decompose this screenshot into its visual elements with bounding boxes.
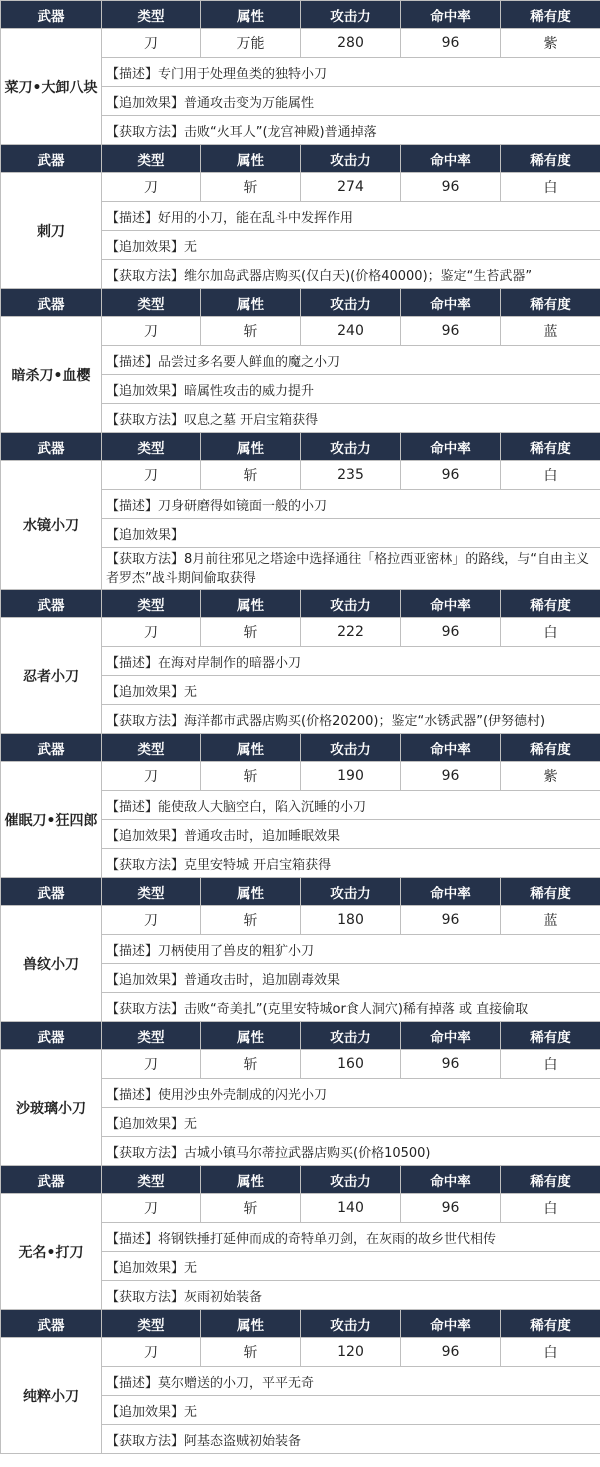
header-attribute: 属性	[201, 1310, 301, 1338]
weapon-effect: 【追加效果】无	[102, 1252, 600, 1281]
weapon-accuracy: 96	[401, 618, 501, 647]
weapon-obtain: 【获取方法】灰雨初始装备	[102, 1281, 600, 1310]
weapon-attack: 235	[301, 461, 401, 490]
weapon-name: 菜刀•大卸八块	[1, 29, 102, 145]
header-rarity: 稀有度	[501, 1166, 600, 1194]
weapon-attribute: 斩	[201, 317, 301, 346]
weapon-desc: 【描述】品尝过多名要人鲜血的魔之小刀	[102, 346, 600, 375]
header-attack: 攻击力	[301, 734, 401, 762]
weapon-name: 刺刀	[1, 173, 102, 289]
header-rarity: 稀有度	[501, 878, 600, 906]
header-accuracy: 命中率	[401, 734, 501, 762]
stat-row	[1, 906, 600, 935]
weapon-effect: 【追加效果】无	[102, 676, 600, 705]
header-accuracy: 命中率	[401, 1166, 501, 1194]
weapon-type: 刀	[102, 1338, 201, 1367]
weapon-accuracy: 96	[401, 906, 501, 935]
weapon-desc: 【描述】好用的小刀，能在乱斗中发挥作用	[102, 202, 600, 231]
header-type: 类型	[102, 1022, 201, 1050]
header-row	[1, 145, 600, 173]
weapon-type: 刀	[102, 461, 201, 490]
header-type: 类型	[102, 590, 201, 618]
weapon-name: 水镜小刀	[1, 461, 102, 590]
header-attack: 攻击力	[301, 1310, 401, 1338]
header-accuracy: 命中率	[401, 145, 501, 173]
header-attribute: 属性	[201, 289, 301, 317]
weapon-rarity: 白	[501, 1050, 600, 1079]
weapon-obtain: 【获取方法】击败“奇美扎”(克里安特城or食人洞穴)稀有掉落 或 直接偷取	[102, 993, 600, 1022]
weapon-attribute: 斩	[201, 618, 301, 647]
weapon-effect: 【追加效果】普通攻击时，追加睡眠效果	[102, 820, 600, 849]
weapon-rarity: 白	[501, 1338, 600, 1367]
weapon-accuracy: 96	[401, 317, 501, 346]
header-type: 类型	[102, 289, 201, 317]
weapon-attack: 140	[301, 1194, 401, 1223]
weapon-attack: 180	[301, 906, 401, 935]
weapon-desc: 【描述】莫尔赠送的小刀，平平无奇	[102, 1367, 600, 1396]
header-weapon: 武器	[1, 1, 102, 29]
header-row	[1, 1166, 600, 1194]
header-type: 类型	[102, 145, 201, 173]
header-type: 类型	[102, 734, 201, 762]
weapon-desc: 【描述】能使敌人大脑空白，陷入沉睡的小刀	[102, 791, 600, 820]
weapon-effect: 【追加效果】	[102, 519, 600, 548]
weapon-accuracy: 96	[401, 173, 501, 202]
header-row	[1, 1310, 600, 1338]
header-accuracy: 命中率	[401, 1, 501, 29]
header-rarity: 稀有度	[501, 433, 600, 461]
weapon-name: 暗杀刀•血樱	[1, 317, 102, 433]
weapon-obtain: 【获取方法】克里安特城 开启宝箱获得	[102, 849, 600, 878]
weapon-type: 刀	[102, 618, 201, 647]
weapon-obtain: 【获取方法】古城小镇马尔蒂拉武器店购买(价格10500)	[102, 1137, 600, 1166]
header-attack: 攻击力	[301, 590, 401, 618]
weapon-name: 无名•打刀	[1, 1194, 102, 1310]
header-weapon: 武器	[1, 1022, 102, 1050]
stat-row	[1, 1050, 600, 1079]
weapon-attack: 280	[301, 29, 401, 58]
stat-row	[1, 29, 600, 58]
weapon-accuracy: 96	[401, 1338, 501, 1367]
weapon-rarity: 紫	[501, 762, 600, 791]
weapon-desc: 【描述】刀身研磨得如镜面一般的小刀	[102, 490, 600, 519]
header-row	[1, 289, 600, 317]
weapon-rarity: 白	[501, 618, 600, 647]
weapon-attack: 240	[301, 317, 401, 346]
weapon-attack: 274	[301, 173, 401, 202]
weapon-rarity: 蓝	[501, 317, 600, 346]
stat-row	[1, 1194, 600, 1223]
stat-row	[1, 618, 600, 647]
weapon-effect: 【追加效果】普通攻击时，追加剧毒效果	[102, 964, 600, 993]
header-attribute: 属性	[201, 878, 301, 906]
weapon-effect: 【追加效果】暗属性攻击的威力提升	[102, 375, 600, 404]
header-row	[1, 1022, 600, 1050]
header-attack: 攻击力	[301, 289, 401, 317]
weapon-obtain: 【获取方法】击败“火耳人”(龙宫神殿)普通掉落	[102, 116, 600, 145]
weapon-type: 刀	[102, 1050, 201, 1079]
header-weapon: 武器	[1, 1310, 102, 1338]
weapon-attack: 190	[301, 762, 401, 791]
weapon-desc: 【描述】将钢铁捶打延伸而成的奇特单刃剑，在灰雨的故乡世代相传	[102, 1223, 600, 1252]
weapon-accuracy: 96	[401, 762, 501, 791]
stat-row	[1, 173, 600, 202]
header-attribute: 属性	[201, 433, 301, 461]
weapon-type: 刀	[102, 906, 201, 935]
stat-row	[1, 762, 600, 791]
header-row	[1, 1, 600, 29]
weapon-effect: 【追加效果】无	[102, 1396, 600, 1425]
weapon-obtain: 【获取方法】阿基态盗贼初始装备	[102, 1425, 600, 1454]
weapon-name: 忍者小刀	[1, 618, 102, 734]
header-accuracy: 命中率	[401, 289, 501, 317]
header-type: 类型	[102, 433, 201, 461]
header-type: 类型	[102, 1310, 201, 1338]
stat-row	[1, 1338, 600, 1367]
header-rarity: 稀有度	[501, 590, 600, 618]
header-weapon: 武器	[1, 1166, 102, 1194]
header-attribute: 属性	[201, 590, 301, 618]
header-rarity: 稀有度	[501, 145, 600, 173]
weapon-type: 刀	[102, 762, 201, 791]
weapon-type: 刀	[102, 317, 201, 346]
weapon-accuracy: 96	[401, 461, 501, 490]
weapon-attribute: 万能	[201, 29, 301, 58]
weapon-rarity: 白	[501, 461, 600, 490]
header-weapon: 武器	[1, 878, 102, 906]
weapon-attribute: 斩	[201, 762, 301, 791]
header-weapon: 武器	[1, 734, 102, 762]
weapon-attribute: 斩	[201, 1050, 301, 1079]
header-rarity: 稀有度	[501, 1022, 600, 1050]
stat-row	[1, 317, 600, 346]
header-accuracy: 命中率	[401, 1022, 501, 1050]
weapon-attribute: 斩	[201, 906, 301, 935]
header-accuracy: 命中率	[401, 433, 501, 461]
weapon-accuracy: 96	[401, 29, 501, 58]
header-attribute: 属性	[201, 145, 301, 173]
weapon-effect: 【追加效果】普通攻击变为万能属性	[102, 87, 600, 116]
header-row	[1, 590, 600, 618]
weapon-attack: 160	[301, 1050, 401, 1079]
header-row	[1, 734, 600, 762]
header-row	[1, 433, 600, 461]
weapon-table-body	[1, 1, 600, 1454]
weapon-attribute: 斩	[201, 1338, 301, 1367]
weapon-type: 刀	[102, 29, 201, 58]
header-row	[1, 878, 600, 906]
weapon-type: 刀	[102, 173, 201, 202]
weapon-obtain: 【获取方法】海洋都市武器店购买(价格20200)；鉴定“水锈武器”(伊努德村)	[102, 705, 600, 734]
weapon-attribute: 斩	[201, 173, 301, 202]
weapon-rarity: 白	[501, 1194, 600, 1223]
weapon-obtain: 【获取方法】8月前往邪见之塔途中选择通往「格拉西亚密林」的路线，与“自由主义者罗杰”战斗期间偷取获得	[102, 548, 600, 590]
header-attack: 攻击力	[301, 1022, 401, 1050]
weapon-attribute: 斩	[201, 461, 301, 490]
header-attribute: 属性	[201, 1, 301, 29]
header-attack: 攻击力	[301, 433, 401, 461]
weapon-desc: 【描述】使用沙虫外壳制成的闪光小刀	[102, 1079, 600, 1108]
weapon-attack: 120	[301, 1338, 401, 1367]
header-attack: 攻击力	[301, 878, 401, 906]
weapon-rarity: 蓝	[501, 906, 600, 935]
header-accuracy: 命中率	[401, 878, 501, 906]
weapon-attack: 222	[301, 618, 401, 647]
weapon-effect: 【追加效果】无	[102, 1108, 600, 1137]
header-type: 类型	[102, 878, 201, 906]
weapon-desc: 【描述】专门用于处理鱼类的独特小刀	[102, 58, 600, 87]
weapon-type: 刀	[102, 1194, 201, 1223]
header-attribute: 属性	[201, 1022, 301, 1050]
weapon-attribute: 斩	[201, 1194, 301, 1223]
weapon-desc: 【描述】在海对岸制作的暗器小刀	[102, 647, 600, 676]
weapon-rarity: 紫	[501, 29, 600, 58]
weapon-name: 纯粹小刀	[1, 1338, 102, 1454]
weapon-name: 催眠刀•狂四郎	[1, 762, 102, 878]
header-attribute: 属性	[201, 1166, 301, 1194]
header-weapon: 武器	[1, 145, 102, 173]
weapon-accuracy: 96	[401, 1050, 501, 1079]
header-attack: 攻击力	[301, 1, 401, 29]
header-attack: 攻击力	[301, 145, 401, 173]
header-rarity: 稀有度	[501, 1, 600, 29]
header-type: 类型	[102, 1166, 201, 1194]
header-attack: 攻击力	[301, 1166, 401, 1194]
weapon-name: 兽纹小刀	[1, 906, 102, 1022]
header-rarity: 稀有度	[501, 734, 600, 762]
stat-row	[1, 461, 600, 490]
weapon-rarity: 白	[501, 173, 600, 202]
header-accuracy: 命中率	[401, 590, 501, 618]
weapon-effect: 【追加效果】无	[102, 231, 600, 260]
header-accuracy: 命中率	[401, 1310, 501, 1338]
weapon-name: 沙玻璃小刀	[1, 1050, 102, 1166]
header-rarity: 稀有度	[501, 289, 600, 317]
header-rarity: 稀有度	[501, 1310, 600, 1338]
weapon-obtain: 【获取方法】维尔加岛武器店购买(仅白天)(价格40000)；鉴定“生苔武器”	[102, 260, 600, 289]
header-weapon: 武器	[1, 590, 102, 618]
header-type: 类型	[102, 1, 201, 29]
header-weapon: 武器	[1, 433, 102, 461]
weapon-desc: 【描述】刀柄使用了兽皮的粗犷小刀	[102, 935, 600, 964]
header-weapon: 武器	[1, 289, 102, 317]
weapon-obtain: 【获取方法】叹息之墓 开启宝箱获得	[102, 404, 600, 433]
header-attribute: 属性	[201, 734, 301, 762]
weapon-accuracy: 96	[401, 1194, 501, 1223]
